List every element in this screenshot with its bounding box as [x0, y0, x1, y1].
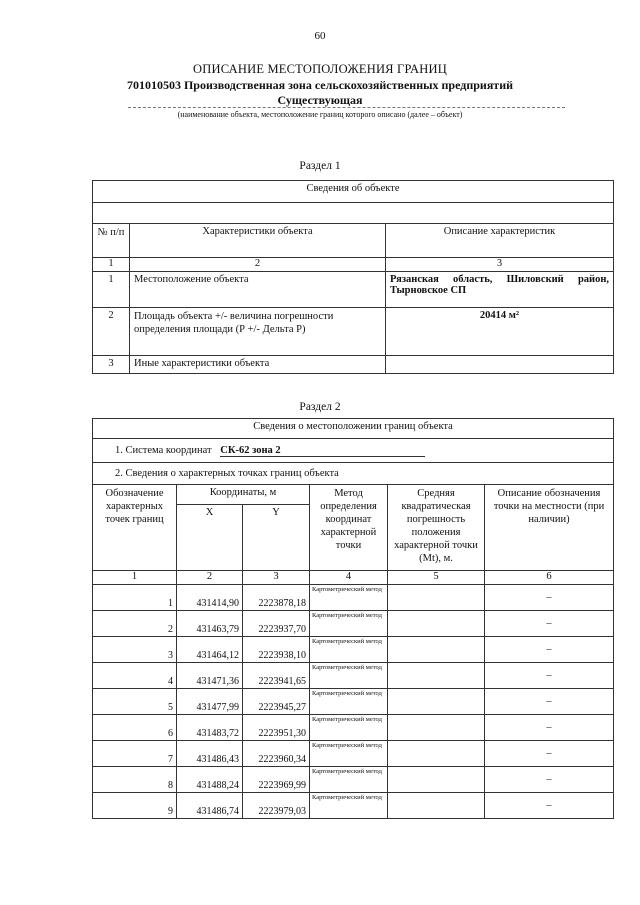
point-id: 4 [93, 663, 177, 689]
object-name: 701010503 Производственная зона сельскохозяйственных предприятий [126, 78, 514, 92]
point-accuracy [388, 611, 485, 637]
point-accuracy [388, 715, 485, 741]
point-accuracy [388, 663, 485, 689]
table-row [93, 689, 614, 715]
point-y: 2223945,27 [243, 689, 310, 715]
table-row [93, 637, 614, 663]
point-description: – [485, 689, 614, 715]
coord-system-label: 1. Система координат [115, 444, 212, 456]
location-value: Рязанская область, Шиловский район, Тырновское СП [386, 272, 614, 308]
point-description: – [485, 585, 614, 611]
page-number: 60 [314, 30, 326, 42]
row-number: 2 [93, 308, 130, 356]
col-number: 2 [177, 571, 243, 585]
header-accuracy: Средняя квадратическая погрешность положения характерной точки (Mt), м. [388, 485, 485, 571]
point-description: – [485, 793, 614, 819]
header-y: Y [243, 505, 310, 571]
col-header-description: Описание характеристик [386, 224, 614, 258]
table-row [93, 663, 614, 689]
table-row [93, 585, 614, 611]
points-body [93, 585, 614, 819]
point-method: Картометрический метод [310, 741, 388, 767]
point-accuracy [388, 793, 485, 819]
point-method: Картометрический метод [310, 585, 388, 611]
point-y: 2223878,18 [243, 585, 310, 611]
point-accuracy [388, 637, 485, 663]
characteristic-name: Иные характеристики объекта [130, 356, 386, 374]
point-y: 2223941,65 [243, 663, 310, 689]
point-x: 431486,43 [177, 741, 243, 767]
characteristic-name: Местоположение объекта [130, 272, 386, 308]
table-row [93, 611, 614, 637]
point-id: 8 [93, 767, 177, 793]
header-x: X [177, 505, 243, 571]
header-method: Метод определения координат характерной точки [310, 485, 388, 571]
object-info-table [92, 180, 614, 374]
point-method: Картометрический метод [310, 715, 388, 741]
point-accuracy [388, 689, 485, 715]
point-y: 2223937,70 [243, 611, 310, 637]
point-id: 6 [93, 715, 177, 741]
col-number: 1 [93, 571, 177, 585]
col-number: 3 [386, 258, 614, 272]
point-id: 9 [93, 793, 177, 819]
point-id: 1 [93, 585, 177, 611]
point-x: 431477,99 [177, 689, 243, 715]
point-accuracy [388, 767, 485, 793]
point-accuracy [388, 741, 485, 767]
point-description: – [485, 767, 614, 793]
col-number: 1 [93, 258, 130, 272]
table2-title: Сведения о местоположении границ объекта [93, 419, 614, 439]
table-row [93, 741, 614, 767]
point-description: – [485, 637, 614, 663]
table-row [93, 767, 614, 793]
coord-system-row [93, 439, 614, 463]
area-value: 20414 м² [386, 308, 614, 356]
table-row [93, 793, 614, 819]
object-status: Существующая [277, 93, 363, 107]
point-y: 2223979,03 [243, 793, 310, 819]
boundary-points-table [92, 418, 614, 819]
point-description: – [485, 715, 614, 741]
point-method: Картометрический метод [310, 689, 388, 715]
point-id: 3 [93, 637, 177, 663]
table-row [93, 715, 614, 741]
document-title: ОПИСАНИЕ МЕСТОПОЛОЖЕНИЯ ГРАНИЦ [193, 62, 447, 76]
point-x: 431464,12 [177, 637, 243, 663]
point-y: 2223951,30 [243, 715, 310, 741]
col-number: 2 [130, 258, 386, 272]
point-id: 5 [93, 689, 177, 715]
point-x: 431471,36 [177, 663, 243, 689]
title-underline [128, 107, 565, 108]
point-x: 431486,74 [177, 793, 243, 819]
other-value [386, 356, 614, 374]
col-header-number: № п/п [93, 224, 130, 258]
point-y: 2223969,99 [243, 767, 310, 793]
point-method: Картометрический метод [310, 767, 388, 793]
coord-system-value: СК-62 зона 2 [220, 445, 425, 457]
section1-label: Раздел 1 [299, 160, 341, 172]
header-coords: Координаты, м [177, 485, 310, 505]
point-description: – [485, 663, 614, 689]
point-id: 7 [93, 741, 177, 767]
col-number: 5 [388, 571, 485, 585]
point-description: – [485, 611, 614, 637]
row-number: 3 [93, 356, 130, 374]
point-x: 431483,72 [177, 715, 243, 741]
characteristic-name: Площадь объекта +/- величина погрешности определения площади (Р +/- Дельта Р) [130, 308, 386, 356]
point-y: 2223960,34 [243, 741, 310, 767]
point-method: Картометрический метод [310, 663, 388, 689]
header-description: Описание обозначения точки на местности (при наличии) [485, 485, 614, 571]
header-point: Обозначение характерных точек границ [93, 485, 177, 571]
section2-label: Раздел 2 [299, 401, 341, 413]
col-number: 3 [243, 571, 310, 585]
title-note: (наименование объекта, местоположение границ которого описано (далее – объект) [177, 110, 463, 119]
point-id: 2 [93, 611, 177, 637]
point-description: – [485, 741, 614, 767]
point-x: 431414,90 [177, 585, 243, 611]
table1-title: Сведения об объекте [93, 181, 614, 203]
table1-spacer [93, 203, 614, 224]
point-method: Картометрический метод [310, 611, 388, 637]
col-header-characteristic: Характеристики объекта [130, 224, 386, 258]
row-number: 1 [93, 272, 130, 308]
point-method: Картометрический метод [310, 793, 388, 819]
point-x: 431463,79 [177, 611, 243, 637]
point-x: 431488,24 [177, 767, 243, 793]
col-number: 6 [485, 571, 614, 585]
point-method: Картометрический метод [310, 637, 388, 663]
point-accuracy [388, 585, 485, 611]
col-number: 4 [310, 571, 388, 585]
points-title: 2. Сведения о характерных точках границ объекта [93, 463, 614, 485]
point-y: 2223938,10 [243, 637, 310, 663]
